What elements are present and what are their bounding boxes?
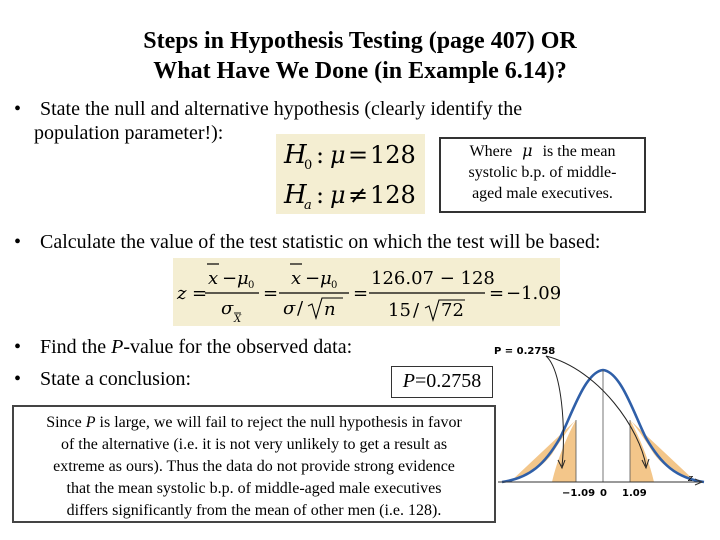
- minus-1: −: [222, 268, 238, 289]
- where-line-1: [441, 140, 644, 162]
- where-line-2: systolic b.p. of middle-: [468, 164, 617, 181]
- normal-curve-figure: [490, 340, 712, 510]
- n-symbol: n: [324, 299, 336, 320]
- equals-3: =: [353, 283, 369, 304]
- conclusion-line-3: extreme as ours). Thus the data do not provide strong evidence: [53, 458, 455, 475]
- bullet-p-value: [14, 336, 464, 360]
- tick-label-mid: 0: [600, 488, 607, 499]
- mu0-1-sub: 0: [248, 280, 255, 291]
- test-statistic-formula: [173, 258, 560, 326]
- bullet-conclusion: [14, 368, 314, 392]
- h0-param: μ: [330, 141, 346, 169]
- mu0-2-sub: 0: [331, 280, 338, 291]
- ha-colon: :: [316, 181, 325, 209]
- ha-value: 128: [370, 181, 416, 209]
- conclusion-line-4: that the mean systolic b.p. of middle-aged male executives: [66, 480, 442, 497]
- title-line-1: Steps in Hypothesis Testing (page 407) OR: [143, 28, 577, 54]
- conclusion-italic-p: P: [85, 414, 96, 431]
- conclusion-prefix: Since: [46, 414, 86, 431]
- ha-param: μ: [330, 181, 346, 209]
- z-symbol: z: [177, 283, 187, 304]
- conclusion-line-5: differs significantly from the mean of other men (i.e. 128).: [66, 502, 442, 519]
- where-line-3: aged male executives.: [472, 185, 613, 202]
- equals-4: =: [489, 283, 505, 304]
- where-prefix: Where: [469, 143, 513, 160]
- bullet-marker: •: [14, 368, 22, 390]
- sigma-sub: X: [234, 314, 242, 325]
- bullet-marker: •: [14, 98, 22, 120]
- tick-label-right: 1.09: [622, 488, 647, 499]
- p-value-box: [391, 366, 493, 398]
- bullet-marker: •: [14, 231, 22, 253]
- p-value-number: =0.2758: [414, 370, 482, 392]
- bullet-conclusion-text: State a conclusion:: [40, 368, 192, 390]
- denominator-n: 72: [441, 300, 464, 321]
- hypotheses-formula: [276, 134, 425, 214]
- xbar-2: x: [291, 268, 302, 289]
- parameter-definition-box: [439, 137, 646, 213]
- equals-2: =: [263, 283, 279, 304]
- h0-relation: =: [348, 141, 369, 169]
- h0-colon: :: [316, 141, 325, 169]
- p-value-label: P: [402, 370, 415, 392]
- figure-p-label: P = 0.2758: [494, 346, 556, 357]
- slash-2: /: [413, 300, 420, 321]
- sigma-2: σ: [283, 298, 296, 319]
- h0-symbol: H: [284, 140, 307, 170]
- xbar-1: x: [208, 268, 219, 289]
- minus-2: −: [305, 268, 321, 289]
- conclusion-line-1-rest: is large, we will fail to reject the null hypothesis in favor: [95, 414, 462, 431]
- ha-relation: ≠: [348, 181, 369, 209]
- bullet-test-statistic: [14, 231, 714, 255]
- denominator-sigma: 15: [388, 300, 411, 321]
- equals-1: =: [192, 283, 208, 304]
- ha-sub: a: [304, 198, 312, 213]
- bullet-hypotheses-line-1: State the null and alternative hypothesis (clearly identify the: [40, 98, 523, 120]
- bullet-marker: •: [14, 336, 22, 358]
- slash-1: /: [297, 298, 304, 319]
- slide-title: [60, 26, 660, 86]
- h0-sub: 0: [304, 158, 313, 173]
- sigma-1: σ: [221, 298, 234, 319]
- where-line-1-rest: is the mean: [542, 143, 616, 160]
- p-value-suffix: -value for the observed data:: [123, 336, 353, 358]
- bullet-p-value-text: [40, 336, 352, 358]
- h0-value: 128: [370, 141, 416, 169]
- p-value-italic: P: [111, 336, 124, 358]
- title-line-2: What Have We Done (in Example 6.14)?: [153, 58, 567, 84]
- conclusion-line-1: [14, 412, 494, 434]
- ha-symbol: H: [284, 180, 307, 210]
- mu0-1: μ: [237, 268, 249, 289]
- conclusion-box: [12, 405, 496, 523]
- mu0-2: μ: [320, 268, 332, 289]
- bullet-hypotheses-line-2: population parameter!):: [34, 122, 224, 144]
- tick-label-left: −1.09: [562, 488, 596, 499]
- p-value-prefix: Find the: [40, 336, 112, 358]
- bullet-test-statistic-text: Calculate the value of the test statistic on which the test will be based:: [40, 231, 601, 253]
- where-symbol: μ: [522, 141, 533, 160]
- axis-label: z: [688, 474, 693, 484]
- numerator-value: 126.07 − 128: [371, 268, 495, 289]
- z-result: −1.09: [506, 283, 560, 304]
- conclusion-line-2: of the alternative (i.e. it is not very unlikely to get a result as: [60, 436, 448, 453]
